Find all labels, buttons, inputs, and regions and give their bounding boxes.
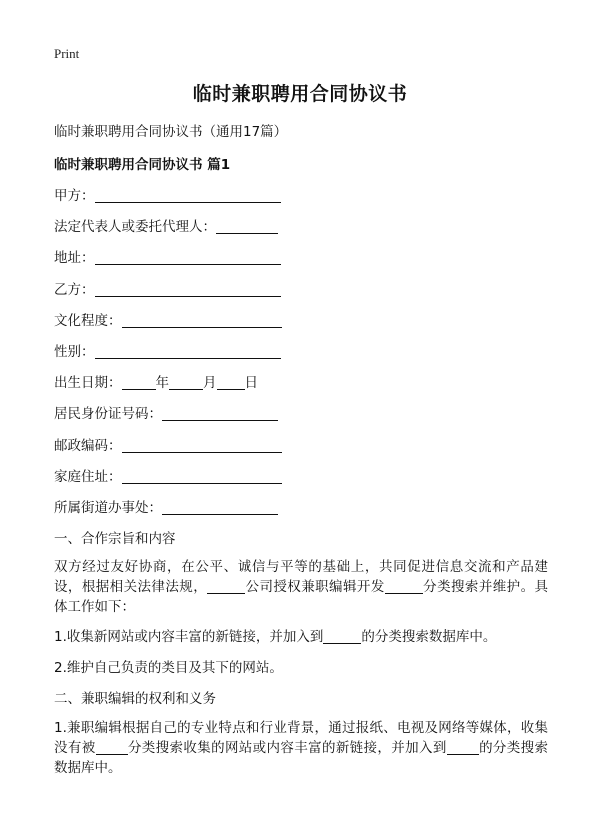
field-gender [54,340,281,360]
item-text: 的分类搜索数据库中。 [361,629,497,645]
field-birth-date [54,371,258,391]
field-label: 性别： [54,344,95,360]
fill-blank [162,499,278,515]
document-subtitle: 临时兼职聘用合同协议书（通用17篇） [54,124,288,140]
fill-blank [207,579,245,594]
fill-blank [385,579,423,594]
fill-blank [162,405,278,421]
year-label: 年 [155,375,169,391]
field-label: 地址： [54,250,95,266]
section-heading: 临时兼职聘用合同协议书 篇1 [54,157,231,173]
item-2: 2.维护自己负责的类目及其下的网站。 [54,660,283,676]
clause2-paragraph [54,718,548,778]
item-text: 1.收集新网站或内容丰富的新链接，并加入到 [54,629,324,645]
field-label: 居民身份证号码： [54,406,162,422]
fill-blank [95,187,281,203]
clause1-heading: 一、合作宗旨和内容 [54,531,176,547]
field-postcode [54,434,282,454]
fill-blank [216,218,278,234]
field-label: 法定代表人或委托代理人： [54,219,216,235]
document-title: 临时兼职聘用合同协议书 [192,83,408,105]
field-label: 甲方： [54,188,95,204]
fill-blank [95,281,281,297]
paragraph-text: 的分类搜索数据库中。 [54,740,548,776]
field-label: 家庭住址： [54,469,122,485]
fill-blank [122,437,282,453]
field-education [54,309,282,329]
clause1-paragraph [54,557,548,617]
fill-blank [447,740,479,755]
fill-blank [122,374,156,390]
field-label: 出生日期： [54,375,122,391]
fill-blank [96,740,128,755]
field-street-office [54,496,278,516]
field-address [54,246,281,266]
fill-blank [95,249,281,265]
day-label: 日 [244,375,258,391]
fill-blank [122,312,282,328]
fill-blank [323,628,361,644]
field-label: 乙方： [54,282,95,298]
fill-blank [122,468,282,484]
field-home-address [54,465,282,485]
fill-blank [95,343,281,359]
field-legal-rep [54,215,278,235]
field-label: 文化程度： [54,313,122,329]
month-label: 月 [203,375,217,391]
field-party-a [54,184,281,204]
paragraph-text: 分类搜索收集的网站或内容丰富的新链接，并加入到 [127,740,447,756]
paragraph-text: 双方经过友好协商，在公平、诚信与平等的基础上，共同促进信息交流和产品建设，根据相关法律法规， [54,559,548,595]
fill-blank [169,374,203,390]
field-label: 所属街道办事处： [54,500,162,516]
paragraph-text: 1.兼职编辑根据自己的专业特点和行业背景，通过报纸、电视及网络等媒体，收集没有被 [54,720,548,756]
field-label: 邮政编码： [54,438,122,454]
paragraph-text: 公司授权兼职编辑开发 [245,579,385,595]
fill-blank [217,374,245,390]
field-party-b [54,278,281,298]
print-label[interactable]: Print [54,46,80,61]
item-1 [54,625,496,645]
clause2-heading: 二、兼职编辑的权利和义务 [54,691,216,707]
field-id-number [54,402,278,422]
paragraph-text: 分类搜索并维护。具体工作如下： [54,579,549,615]
